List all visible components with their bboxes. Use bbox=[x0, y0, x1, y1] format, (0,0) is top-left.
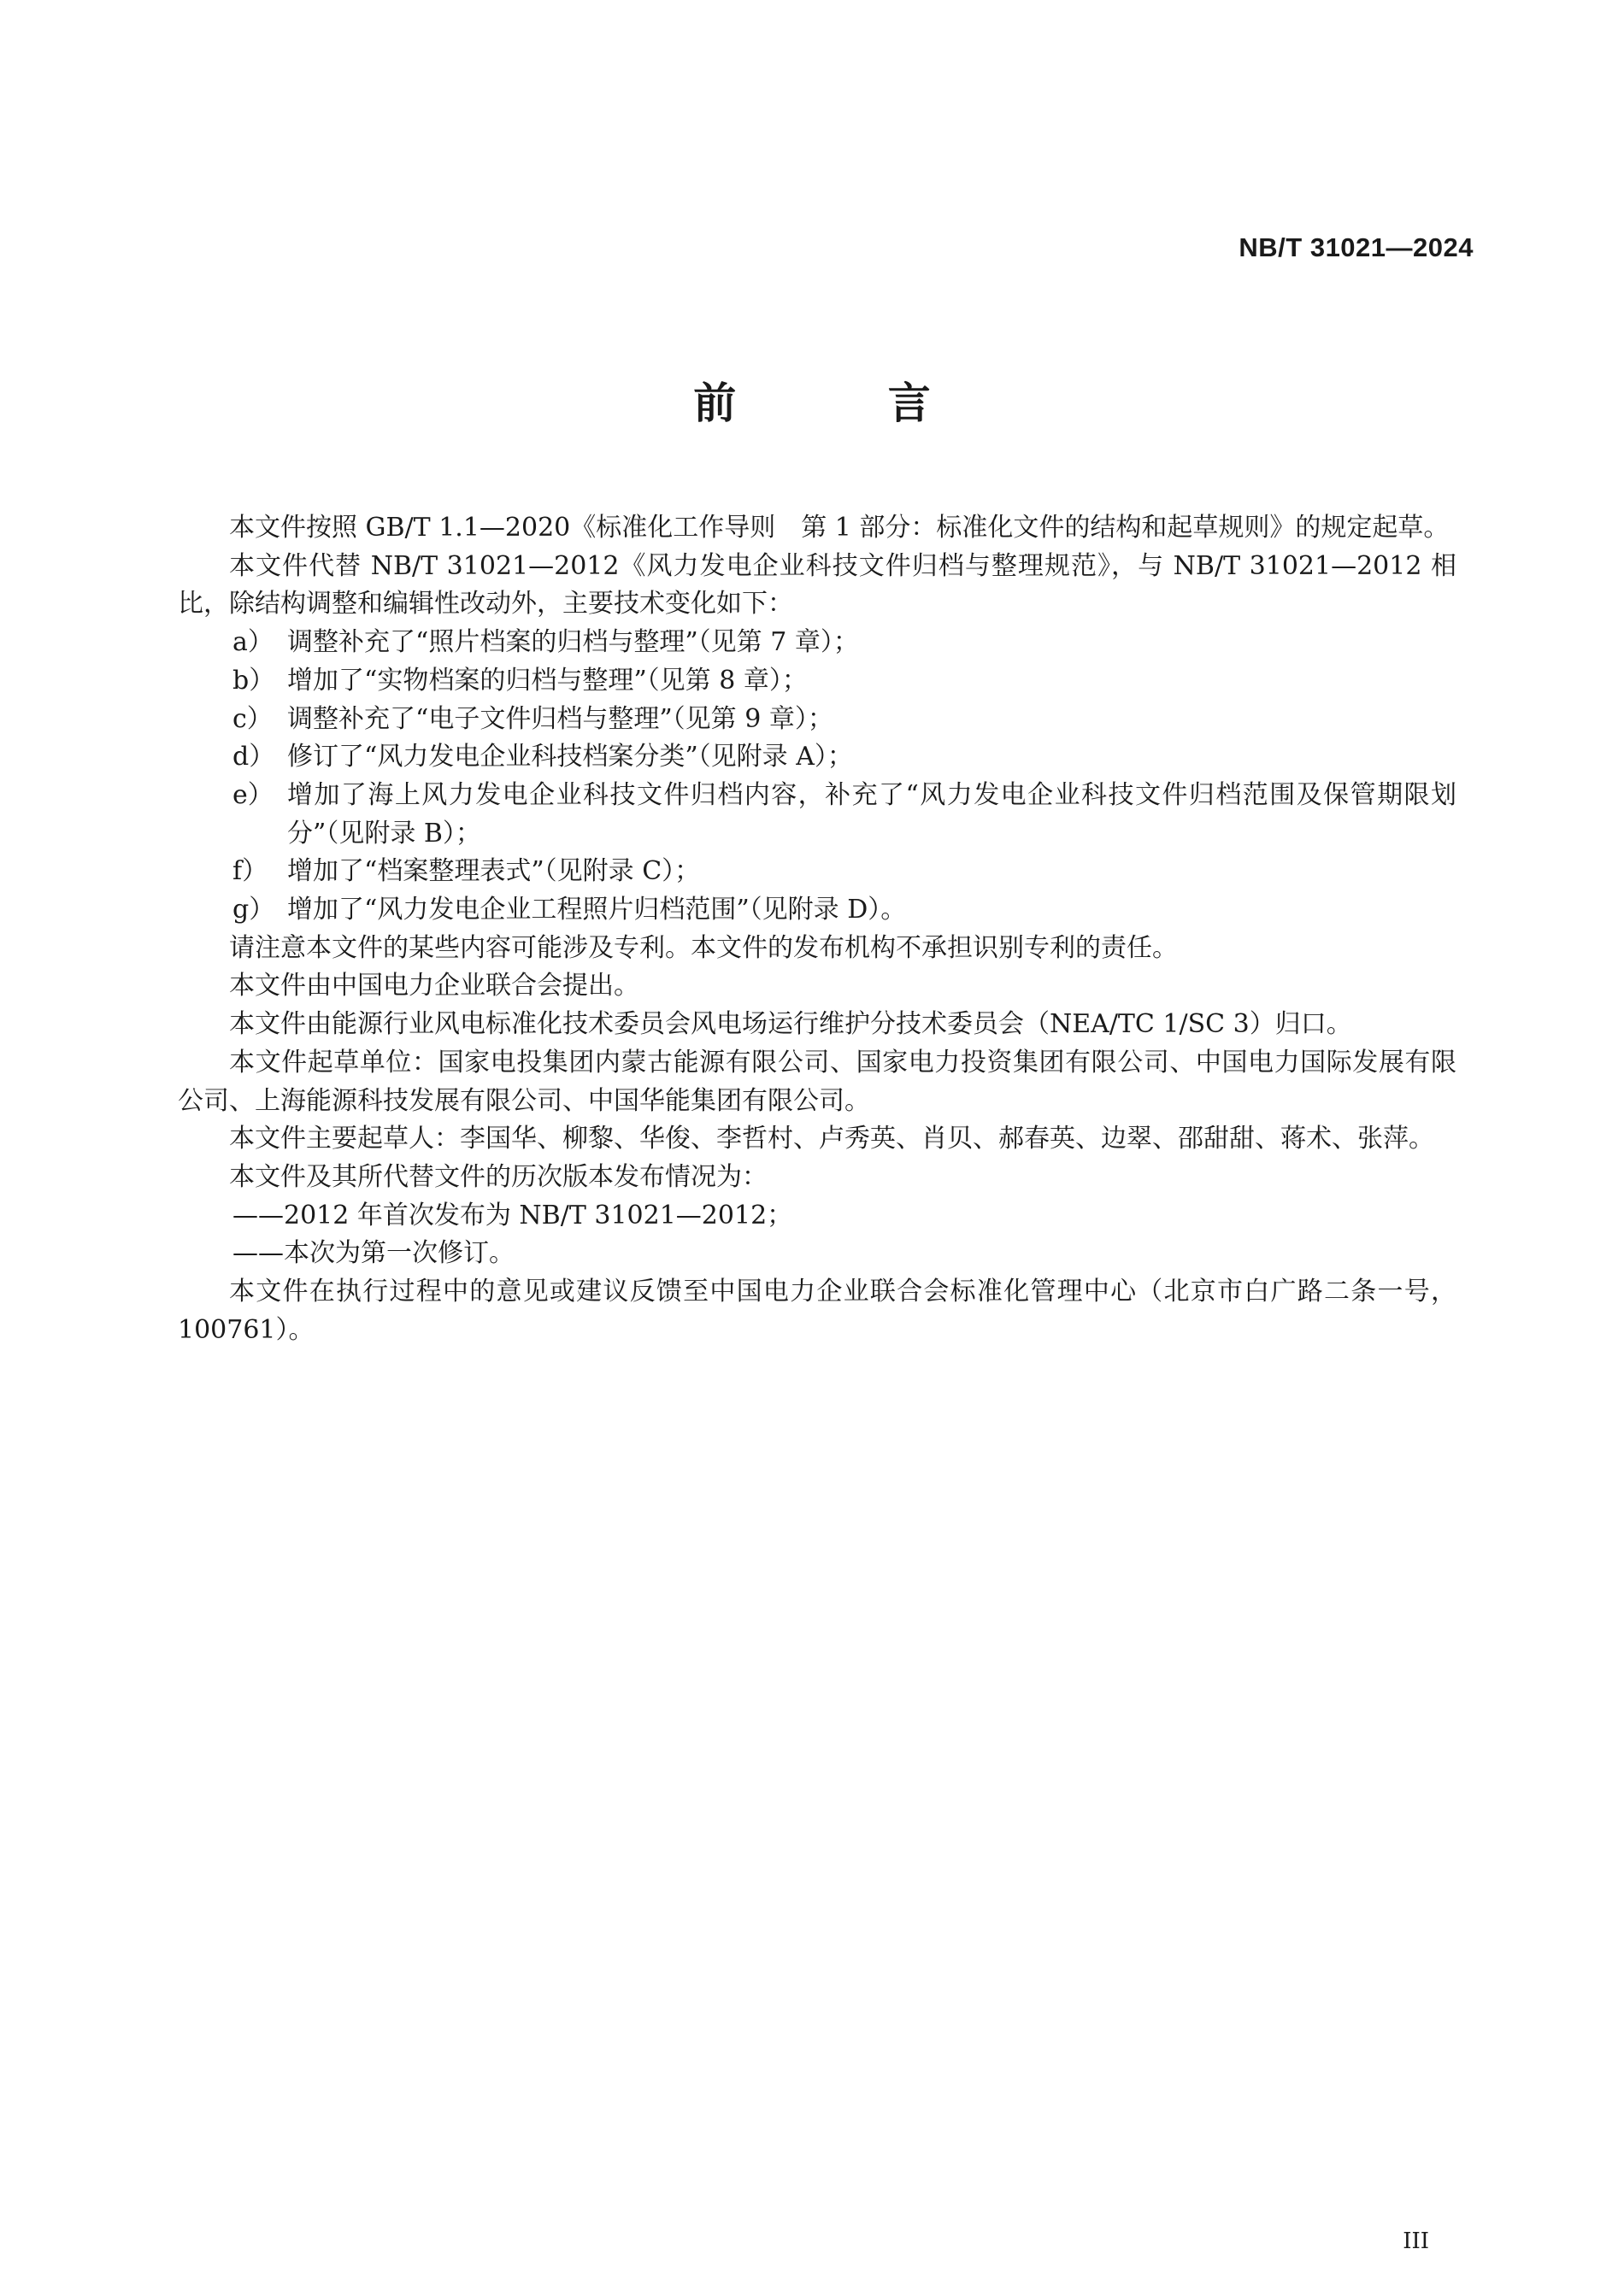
paragraph-drafting-rules: 本文件按照 GB/T 1.1—2020《标准化工作导则 第 1 部分：标准化文件的结构和起草规则》的规定起草。 bbox=[229, 513, 1450, 543]
list-text: 修订了“风力发电企业科技档案分类”（见附录 A）； bbox=[287, 742, 853, 772]
list-item bbox=[178, 738, 1456, 777]
list-item bbox=[178, 891, 1456, 930]
list-text: 增加了“档案整理表式”（见附录 C）； bbox=[287, 856, 701, 887]
document-body bbox=[178, 509, 1456, 1349]
paragraph-patent-notice: 请注意本文件的某些内容可能涉及专利。本文件的发布机构不承担识别专利的责任。 bbox=[229, 932, 1178, 963]
list-item bbox=[178, 624, 1456, 662]
list-marker: g） bbox=[232, 895, 275, 925]
history-item: ——本次为第一次修订。 bbox=[232, 1238, 515, 1269]
history-item: ——2012 年首次发布为 NB/T 31021—2012； bbox=[232, 1200, 793, 1230]
paragraph-feedback: 本文件在执行过程中的意见或建议反馈至中国电力企业联合会标准化管理中心（北京市白广路二条一号，100761）。 bbox=[178, 1277, 1456, 1345]
list-marker: c） bbox=[232, 703, 273, 734]
paragraph-proposer: 本文件由中国电力企业联合会提出。 bbox=[229, 971, 639, 1001]
list-item bbox=[178, 777, 1456, 853]
list-marker: d） bbox=[232, 742, 275, 772]
list-marker: a） bbox=[232, 627, 274, 658]
list-marker: b） bbox=[232, 665, 275, 696]
standard-number: NB/T 31021—2024 bbox=[1239, 232, 1474, 262]
paragraph-drafters: 本文件主要起草人：李国华、柳黎、华俊、李哲村、卢秀英、肖贝、郝春英、边翠、邵甜甜、蒋术、张萍。 bbox=[229, 1124, 1434, 1154]
list-text: 调整补充了“照片档案的归档与整理”（见第 7 章）； bbox=[287, 627, 859, 658]
list-text: 增加了“实物档案的归档与整理”（见第 8 章）； bbox=[287, 665, 808, 696]
list-item bbox=[178, 701, 1456, 739]
list-item bbox=[178, 662, 1456, 701]
page-title: 前 言 bbox=[693, 379, 999, 428]
paragraph-drafting-units: 本文件起草单位：国家电投集团内蒙古能源有限公司、国家电力投资集团有限公司、中国电力国际发展有限公司、上海能源科技发展有限公司、中国华能集团有限公司。 bbox=[178, 1047, 1456, 1116]
paragraph-history-intro: 本文件及其所代替文件的历次版本发布情况为： bbox=[229, 1161, 768, 1192]
paragraph-replacement: 本文件代替 NB/T 31021—2012《风力发电企业科技文件归档与整理规范》，与 NB/T 31021—2012 相比，除结构调整和编辑性改动外，主要技术变化如下： bbox=[178, 550, 1456, 620]
list-text: 增加了“风力发电企业工程照片归档范围”（见附录 D）。 bbox=[287, 895, 907, 925]
paragraph-committee: 本文件由能源行业风电标准化技术委员会风电场运行维护分技术委员会（NEA/TC 1/SC 3）归口。 bbox=[229, 1009, 1352, 1040]
page-number: III bbox=[1403, 2228, 1429, 2254]
list-text: 调整补充了“电子文件归档与整理”（见第 9 章）； bbox=[287, 703, 833, 734]
changes-list bbox=[178, 624, 1456, 930]
list-marker: e） bbox=[232, 779, 274, 810]
list-text: 增加了海上风力发电企业科技文件归档内容，补充了“风力发电企业科技文件归档范围及保管期限划分”（见附录 B）； bbox=[287, 779, 1456, 849]
list-item bbox=[178, 853, 1456, 891]
list-marker: f） bbox=[232, 856, 268, 887]
